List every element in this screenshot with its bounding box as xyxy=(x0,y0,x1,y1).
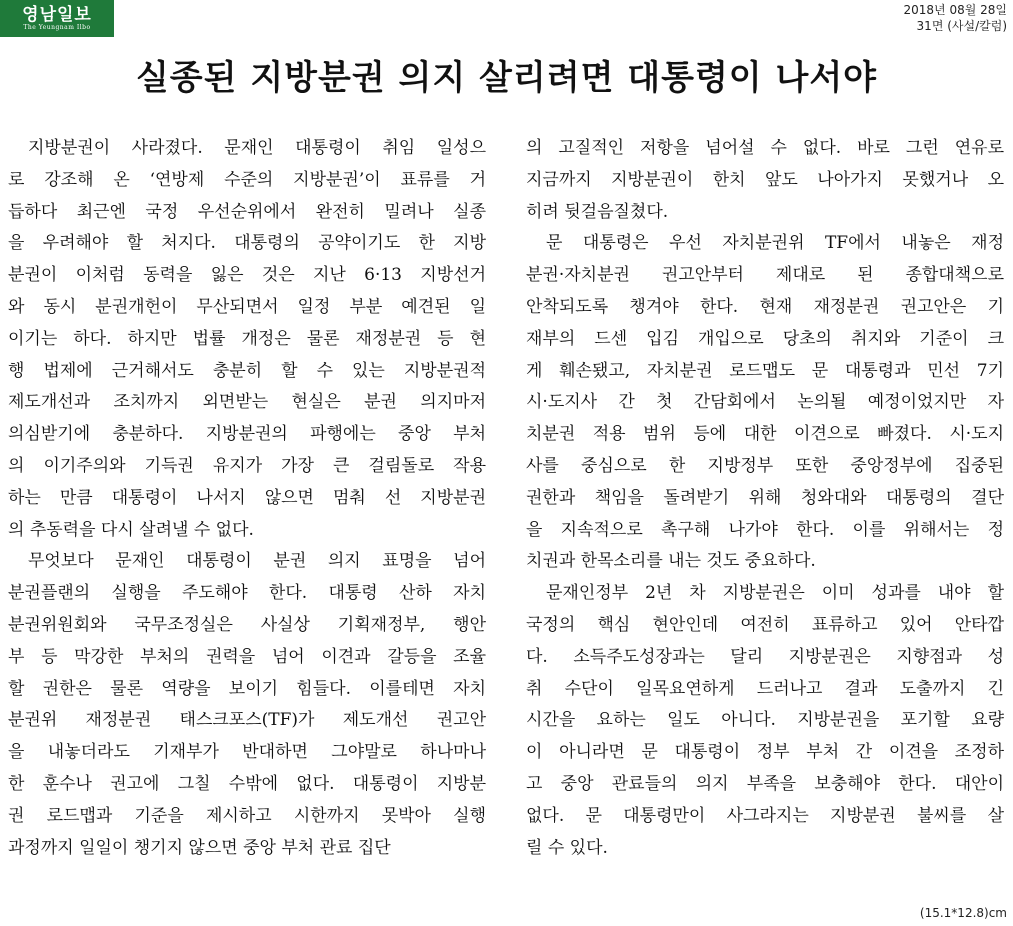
article-line: 권한과 책임을 돌려받기 위해 청와대와 대통령의 결단 xyxy=(526,487,1004,508)
article-column-right xyxy=(526,133,1004,864)
article-line: 한 훈수나 권고에 그칠 수밖에 없다. 대통령이 지방분 xyxy=(8,773,486,794)
article-line: 치분권 적용 범위 등에 대한 이견으로 빠졌다. 시·도지 xyxy=(526,424,1004,445)
publication-date: 2018년 08월 28일 xyxy=(903,3,1007,17)
article-line: 안착되도록 챙겨야 한다. 현재 재정분권 권고안은 기 xyxy=(526,296,1004,317)
article-line: 시·도지사 간 첫 간담회에서 논의될 예정이었지만 자 xyxy=(526,392,1004,413)
article-line: 이 아니라면 문 대통령이 정부 부처 간 이견을 조정하 xyxy=(526,742,1004,763)
article-line: 치권과 한목소리를 내는 것도 중요하다. xyxy=(526,551,816,572)
article-line: 게 훼손됐고, 자치분권 로드맵도 문 대통령과 민선 7기 xyxy=(526,360,1004,381)
newspaper-logo xyxy=(0,0,114,37)
article-line: 할 권한은 물론 역량을 보이기 힘들다. 이를테면 자치 xyxy=(8,678,486,699)
article-line: 분권플랜의 실행을 주도해야 한다. 대통령 산하 자치 xyxy=(8,583,486,604)
article-line: 무엇보다 문재인 대통령이 분권 의지 표명을 넘어 xyxy=(28,551,486,572)
article-line: 다. 소득주도성장과는 달리 지방분권은 지향점과 성 xyxy=(526,646,1004,667)
article-line: 제도개선과 조치까지 외면받는 현실은 분권 의지마저 xyxy=(8,392,486,413)
article-line: 분권이 이처럼 동력을 잃은 것은 지난 6·13 지방선거 xyxy=(8,265,486,286)
article-line: 을 지속적으로 촉구해 나가야 한다. 이를 위해서는 정 xyxy=(526,519,1004,540)
article-line: 권 로드맵과 기준을 제시하고 시한까지 못박아 실행 xyxy=(8,805,486,826)
article-line: 릴 수 있다. xyxy=(526,837,608,858)
logo-name-en: The Yeungnam Ilbo xyxy=(23,23,91,31)
article-line: 재부의 드센 입김 개입으로 당초의 취지와 기준이 크 xyxy=(526,328,1004,349)
article-line: 의 이기주의와 기득권 유지가 가장 큰 걸림돌로 작용 xyxy=(8,455,486,476)
article-line: 로 강조해 온 ‘연방제 수준의 지방분권’이 표류를 거 xyxy=(8,169,486,190)
article-line: 분권·자치분권 권고안부터 제대로 된 종합대책으로 xyxy=(526,265,1004,286)
article-line: 의 추동력을 다시 살려낼 수 없다. xyxy=(8,519,254,540)
article-line: 의심받기에 충분하다. 지방분권의 파행에는 중앙 부처 xyxy=(8,424,486,445)
article-line: 사를 중심으로 한 지방정부 또한 중앙정부에 집중된 xyxy=(526,455,1004,476)
article-line: 을 우려해야 할 처지다. 대통령의 공약이기도 한 지방 xyxy=(8,233,486,254)
publication-meta xyxy=(904,2,1007,34)
article-line: 행 법제에 근거해서도 충분히 할 수 있는 지방분권적 xyxy=(8,360,486,381)
article-line: 듭하다 최근엔 국정 우선순위에서 완전히 밀려나 실종 xyxy=(8,201,486,222)
article-line: 분권위 재정분권 태스크포스(TF)가 제도개선 권고안 xyxy=(8,710,486,731)
article-line: 분권위원회와 국무조정실은 사실상 기획재정부, 행안 xyxy=(8,614,486,635)
logo-name-ko: 영남일보 xyxy=(22,4,92,25)
article-line: 히려 뒷걸음질쳤다. xyxy=(526,201,669,222)
article-line: 취 수단이 일목요연하게 드러나고 결과 도출까지 긴 xyxy=(526,678,1004,699)
article-size-note: (15.1*12.8)cm xyxy=(919,906,1007,920)
article-line: 없다. 문 대통령만이 사그라지는 지방분권 불씨를 살 xyxy=(526,805,1004,826)
article-line: 하는 만큼 대통령이 나서지 않으면 멈춰 선 지방분권 xyxy=(8,487,486,508)
article-line: 지방분권이 사라졌다. 문재인 대통령이 취임 일성으 xyxy=(28,138,486,158)
article-line: 문 대통령은 우선 자치분권위 TF에서 내놓은 재정 xyxy=(546,233,1004,254)
article-line: 국정의 핵심 현안인데 여전히 표류하고 있어 안타깝 xyxy=(526,614,1004,635)
article-line: 시간을 요하는 일도 아니다. 지방분권을 포기할 요량 xyxy=(526,710,1004,731)
article-line: 부 등 막강한 부처의 권력을 넘어 이견과 갈등을 조율 xyxy=(8,646,486,667)
article-line: 와 동시 분권개헌이 무산되면서 일정 부분 예견된 일 xyxy=(8,296,486,317)
article-line: 과정까지 일일이 챙기지 않으면 중앙 부처 관료 집단 xyxy=(8,837,391,858)
article-line: 이기는 하다. 하지만 법률 개정은 물론 재정분권 등 현 xyxy=(8,328,486,349)
article-headline: 실종된 지방분권 의지 살리려면 대통령이 나서야 xyxy=(135,58,878,98)
article-line: 의 고질적인 저항을 넘어설 수 없다. 바로 그런 연유로 xyxy=(526,138,1004,158)
article-line: 을 내놓더라도 기재부가 반대하면 그야말로 하나마나 xyxy=(8,742,486,763)
article-line: 지금까지 지방분권이 한치 앞도 나아가지 못했거나 오 xyxy=(526,169,1004,190)
article-column-left xyxy=(8,133,486,864)
page-section: 31면 (사설/칼럼) xyxy=(916,19,1007,33)
article-line: 문재인정부 2년 차 지방분권은 이미 성과를 내야 할 xyxy=(546,583,1004,604)
article-line: 고 중앙 관료들의 의지 부족을 보충해야 한다. 대안이 xyxy=(526,773,1004,794)
